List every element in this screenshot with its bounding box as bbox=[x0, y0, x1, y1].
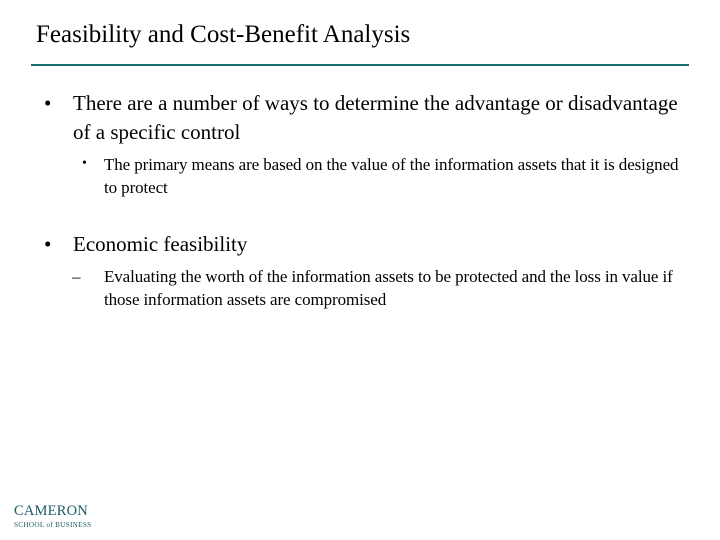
sub-bullet-item bbox=[44, 153, 694, 199]
bullet-text: Economic feasibility bbox=[73, 232, 248, 256]
sub-bullet-marker: • bbox=[82, 156, 87, 171]
svg-text:SCHOOL of BUSINESS: SCHOOL of BUSINESS bbox=[14, 521, 92, 529]
cameron-logo bbox=[13, 502, 103, 532]
slide-title: Feasibility and Cost-Benefit Analysis bbox=[36, 21, 411, 48]
svg-text:CAMERON: CAMERON bbox=[14, 503, 88, 519]
sub-bullet-item bbox=[44, 265, 694, 311]
sub-bullet-text: The primary means are based on the value of the information assets that it is designed to protect bbox=[104, 155, 679, 197]
bullet-marker: • bbox=[44, 232, 52, 256]
sub-bullet-text: Evaluating the worth of the information assets to be protected and the loss in value if those information assets are compromised bbox=[104, 267, 673, 309]
title-underline bbox=[31, 64, 689, 66]
bullet-marker: • bbox=[44, 91, 52, 115]
bullet-text: There are a number of ways to determine the advantage or disadvantage of a specific control bbox=[73, 91, 678, 144]
dash-marker: – bbox=[72, 267, 81, 286]
bullet-item bbox=[44, 230, 694, 259]
slide-body bbox=[44, 89, 694, 311]
bullet-item bbox=[44, 89, 694, 147]
